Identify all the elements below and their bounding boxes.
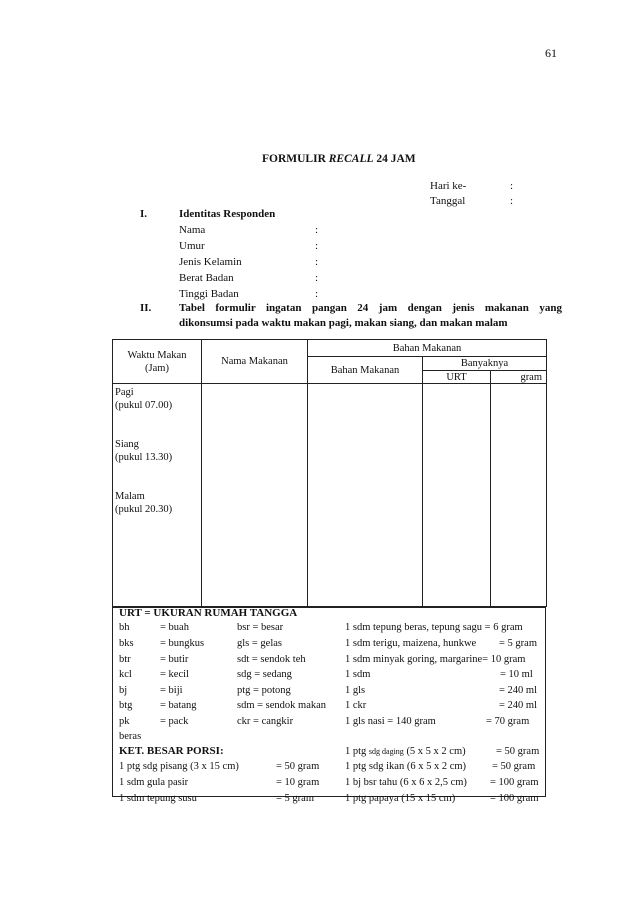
section2-line2: dikonsumsi pada waktu makan pagi, makan siang, dan makan malam — [179, 317, 508, 329]
urt-abbr: btr — [119, 654, 131, 665]
urt-conversion-value: = 240 ml — [499, 700, 538, 711]
porsi-left-value: = 10 gram — [276, 777, 320, 788]
porsi-right-item: 1 bj bsr tahu (6 x 6 x 2,5 cm) — [345, 777, 467, 788]
porsi-left-value: = 5 gram — [276, 793, 314, 804]
field-tinggi-badan-colon: : — [315, 288, 319, 300]
urt-abbr: bks — [119, 638, 134, 649]
urt-conversion: 1 ckr — [345, 700, 367, 711]
meal-siang-time: (pukul 13.30) — [115, 452, 173, 463]
meal-malam-name: Malam — [115, 491, 145, 502]
section1-heading: Identitas Responden — [179, 208, 276, 220]
tanggal-label: Tanggal — [430, 195, 466, 207]
field-jenis-kelamin-label: Jenis Kelamin — [179, 256, 242, 268]
title-prefix: FORMULIR — [262, 153, 329, 165]
section2-line1: Tabel formulir ingatan pangan 24 jam dengan jenis makanan yang — [179, 302, 562, 314]
hari-label: Hari ke- — [430, 180, 467, 192]
urt-conversion: 1 sdm tepung beras, tepung sagu = 6 gram — [345, 622, 523, 633]
field-jenis-kelamin-colon: : — [315, 256, 319, 268]
meal-pagi-time: (pukul 07.00) — [115, 400, 173, 411]
header-bahan-makanan-group: Bahan Makanan — [308, 340, 547, 357]
bahan-makanan-cell[interactable] — [308, 384, 423, 607]
urt-abbr2: ckr = cangkir — [237, 716, 294, 727]
porsi-left-value: = 50 gram — [276, 761, 320, 772]
header-bahan-makanan: Bahan Makanan — [308, 357, 423, 384]
urt-abbr2: sdg = sedang — [237, 669, 292, 680]
tanggal-colon: : — [510, 195, 514, 207]
urt-heading: URT = UKURAN RUMAH TANGGA — [119, 607, 298, 619]
field-umur-colon: : — [315, 240, 319, 252]
page-title — [262, 153, 416, 165]
urt-beras-continuation: beras — [119, 731, 142, 742]
porsi-right-small: sdg daging — [368, 747, 404, 756]
meal-pagi-name: Pagi — [115, 387, 134, 398]
field-tinggi-badan-label: Tinggi Badan — [179, 288, 239, 300]
urt-conversion: 1 gls — [345, 685, 366, 696]
urt-abbr: kcl — [119, 669, 132, 680]
urt-conversion-value: = 240 ml — [499, 685, 538, 696]
ket-besar-porsi-heading: KET. BESAR PORSI: — [119, 745, 224, 757]
header-nama-makanan: Nama Makanan — [202, 340, 308, 384]
porsi-left-item: 1 sdm tepung susu — [119, 793, 197, 804]
header-gram: gram — [491, 371, 547, 384]
urt-conversion: 1 sdm — [345, 669, 371, 680]
field-nama-label: Nama — [179, 224, 206, 236]
urt-conversion-value: = 10 ml — [500, 669, 533, 680]
meal-malam-time: (pukul 20.30) — [115, 504, 173, 515]
porsi-right-text-post: (5 x 5 x 2 cm) — [403, 746, 466, 757]
urt-conversion: 1 sdm terigu, maizena, hunkwe — [345, 638, 477, 649]
urt-meaning: = buah — [160, 622, 189, 633]
urt-abbr2: sdt = sendok teh — [237, 654, 306, 665]
urt-conversion-value: = 5 gram — [499, 638, 537, 649]
urt-abbr: bj — [119, 685, 128, 696]
urt-meaning: = biji — [160, 685, 183, 696]
urt-meaning: = batang — [160, 700, 197, 711]
nama-makanan-cell[interactable] — [202, 384, 308, 607]
urt-abbr: btg — [119, 700, 133, 711]
porsi-right-value: = 100 gram — [490, 777, 539, 788]
recall-table — [112, 339, 547, 607]
porsi-right-text: 1 ptg — [345, 746, 369, 757]
field-nama-colon: : — [315, 224, 319, 236]
urt-meaning: = bungkus — [160, 638, 205, 649]
urt-abbr2: bsr = besar — [237, 622, 284, 633]
porsi-right-value: = 50 gram — [492, 761, 536, 772]
meal-column-cell — [113, 384, 202, 607]
porsi-left-item: 1 sdm gula pasir — [119, 777, 189, 788]
porsi-right-item: 1 ptg papaya (15 x 15 cm) — [345, 793, 456, 804]
urt-conversion: 1 sdm minyak goring, margarine= 10 gram — [345, 654, 526, 665]
section1-number: I. — [140, 208, 148, 220]
page-number: 61 — [545, 46, 557, 60]
urt-meaning: = pack — [160, 716, 189, 727]
hari-colon: : — [510, 180, 514, 192]
urt-meaning: = butir — [160, 654, 189, 665]
title-italic: RECALL — [328, 153, 374, 165]
section2-number: II. — [140, 302, 152, 314]
header-waktu-line2: (Jam) — [145, 362, 169, 374]
porsi-left-item: 1 ptg sdg pisang (3 x 15 cm) — [119, 761, 239, 772]
urt-cell[interactable] — [423, 384, 491, 607]
porsi-right-value: = 50 gram — [496, 746, 540, 757]
meal-siang-name: Siang — [115, 439, 139, 450]
header-banyaknya: Banyaknya — [423, 357, 547, 371]
title-suffix: 24 JAM — [373, 153, 416, 165]
urt-abbr2: sdm = sendok makan — [237, 700, 327, 711]
urt-conversion-value: = 70 gram — [486, 716, 530, 727]
urt-abbr2: ptg = potong — [237, 685, 291, 696]
porsi-right-item: 1 ptg sdg ikan (6 x 5 x 2 cm) — [345, 761, 467, 772]
header-urt: URT — [423, 371, 491, 384]
urt-conversion: 1 gls nasi = 140 gram — [345, 716, 436, 727]
field-berat-badan-colon: : — [315, 272, 319, 284]
field-umur-label: Umur — [179, 240, 205, 252]
porsi-right-value: = 100 gram — [490, 793, 539, 804]
urt-abbr2: gls = gelas — [237, 638, 282, 649]
porsi-right-item — [345, 746, 466, 757]
urt-abbr: pk — [119, 716, 130, 727]
urt-abbr: bh — [119, 622, 130, 633]
header-waktu-line1: Waktu Makan — [127, 349, 187, 361]
field-berat-badan-label: Berat Badan — [179, 272, 234, 284]
urt-meaning: = kecil — [160, 669, 189, 680]
header-waktu-makan — [113, 340, 202, 384]
gram-cell[interactable] — [491, 384, 547, 607]
